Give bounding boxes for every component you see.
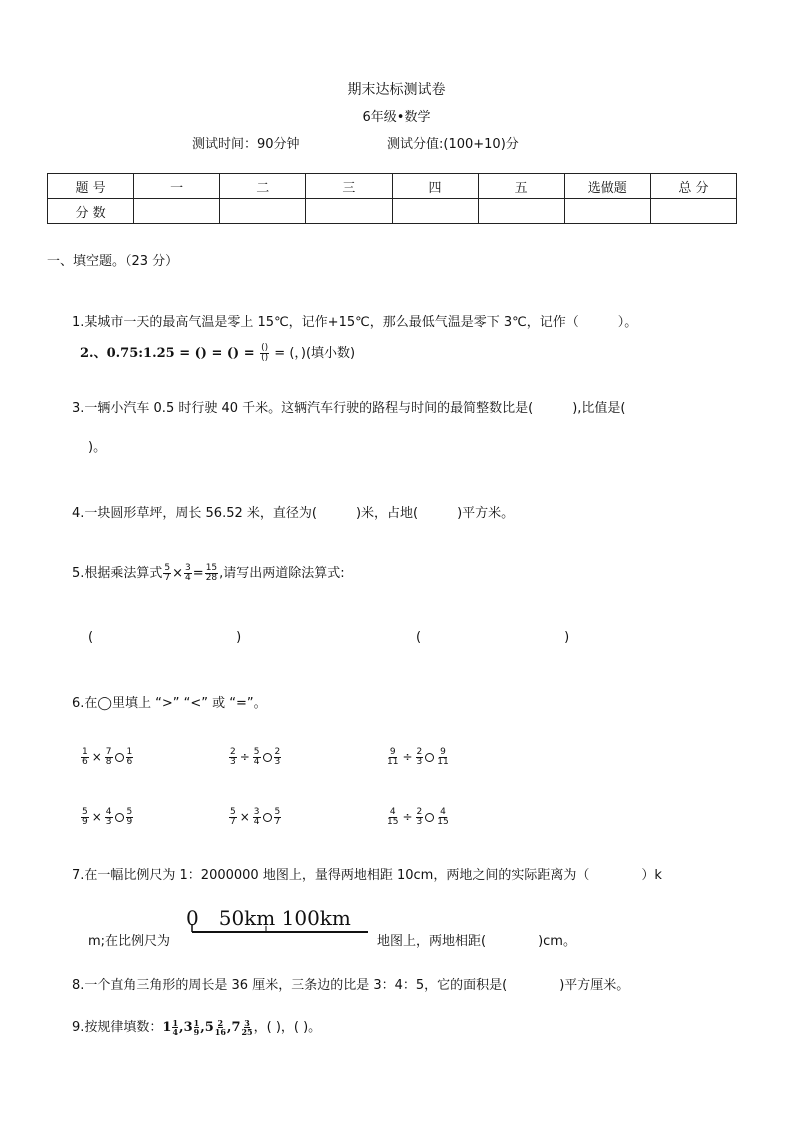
fraction-denominator: 15 <box>437 817 449 827</box>
table-cell: 分 数 <box>48 199 134 224</box>
fraction-numerator: 7 <box>105 747 112 757</box>
scale-bar <box>186 902 376 940</box>
compare-circle[interactable] <box>263 753 272 762</box>
mixed-number-fraction <box>172 1019 178 1036</box>
operator: ÷ <box>239 750 250 764</box>
mixed-number-fraction <box>194 1019 200 1036</box>
q5-suffix: ,请写出两道除法算式: <box>219 566 345 581</box>
comparison-item <box>228 748 282 767</box>
fraction-denominator: 3 <box>230 757 236 767</box>
table-cell: 选做题 <box>564 174 650 199</box>
fraction <box>274 748 282 767</box>
score-table <box>47 173 737 224</box>
q5-frac2 <box>184 564 192 583</box>
table-cell: 二 <box>220 174 306 199</box>
fraction-denominator: 11 <box>437 757 449 767</box>
q9-prefix: 9.按规律填数： <box>72 1020 163 1035</box>
fraction <box>253 748 261 767</box>
fraction-denominator: 4 <box>253 817 260 827</box>
mixed-number-fraction <box>241 1019 252 1036</box>
fraction <box>81 748 89 767</box>
fraction-denominator: 3 <box>416 817 423 827</box>
comparison-item <box>385 808 451 827</box>
fraction-denominator: 6 <box>82 757 88 767</box>
fraction <box>105 748 113 767</box>
fraction-denominator: 15 <box>387 817 399 827</box>
section-title: 一、填空题。（23 分） <box>47 254 179 269</box>
compare-circle[interactable] <box>425 753 434 762</box>
q9-sequence <box>162 1020 253 1035</box>
question-7-line1: 7.在一幅比例尺为 1：2000000 地图上，量得两地相距 10cm，两地之间的实际距离为（ ）k <box>72 868 662 883</box>
question-7-line2-suffix: 地图上，两地相距( )cm。 <box>377 934 576 949</box>
question-8: 8.一个直角三角形的周长是 36 厘米，三条边的比是 3：4：5，它的面积是( )平方厘米。 <box>72 978 630 993</box>
fraction <box>436 808 449 827</box>
operator: × <box>91 810 102 824</box>
table-cell: 一 <box>134 174 220 199</box>
q5-frac3-den: 28 <box>205 573 218 583</box>
q5-frac2-den: 4 <box>185 573 191 583</box>
score-input-cell[interactable] <box>392 199 478 224</box>
fraction-denominator: 9 <box>82 817 88 827</box>
q5-frac2-num: 3 <box>185 563 191 573</box>
table-cell: 五 <box>478 174 564 199</box>
scale-bar-label: 0 50km 100km <box>186 906 351 930</box>
fraction <box>274 808 282 827</box>
question-2 <box>80 342 355 363</box>
fraction-numerator: 3 <box>253 807 260 817</box>
q5-eq: = <box>192 566 204 581</box>
fraction-numerator: 2 <box>274 747 281 757</box>
separator: , <box>200 1020 205 1035</box>
fraction-numerator: 1 <box>82 747 88 757</box>
fraction-denominator: 8 <box>105 757 112 767</box>
test-score: 测试分值:(100+10)分 <box>387 137 519 152</box>
fraction <box>81 808 89 827</box>
fraction-denominator: 9 <box>193 1027 200 1037</box>
score-input-cell[interactable] <box>220 199 306 224</box>
comparison-item <box>385 748 451 767</box>
fraction-denominator: 4 <box>253 757 260 767</box>
comparison-item <box>228 808 282 827</box>
q5-frac1 <box>163 564 171 583</box>
question-5 <box>72 562 345 583</box>
fraction-numerator: 4 <box>389 807 396 817</box>
q5-answer-blank-right[interactable]: ( ) <box>416 630 570 645</box>
fraction <box>229 748 237 767</box>
fraction-denominator: 7 <box>274 817 281 827</box>
fraction-numerator: 5 <box>253 747 260 757</box>
q2-frac-den: () <box>261 353 269 363</box>
table-row <box>48 174 737 199</box>
fraction-numerator: 9 <box>389 747 396 757</box>
q5-prefix: 5.根据乘法算式 <box>72 566 163 581</box>
fraction-denominator: 11 <box>387 757 399 767</box>
mixed-number-whole: 7 <box>231 1020 241 1035</box>
compare-circle[interactable] <box>263 813 272 822</box>
fraction-numerator: 2 <box>416 807 423 817</box>
fraction-denominator: 25 <box>241 1027 253 1037</box>
table-cell: 四 <box>392 174 478 199</box>
operator: ÷ <box>402 750 413 764</box>
fraction-denominator: 9 <box>126 817 133 827</box>
mixed-number-fraction <box>215 1019 226 1036</box>
fraction-denominator: 7 <box>230 817 236 827</box>
separator: , <box>179 1020 184 1035</box>
fraction-numerator: 5 <box>274 807 281 817</box>
operator: ÷ <box>402 810 413 824</box>
fraction-denominator: 3 <box>105 817 112 827</box>
fraction <box>253 808 261 827</box>
compare-circle[interactable] <box>115 753 124 762</box>
q5-frac3 <box>205 564 218 583</box>
scale-bar-line <box>186 902 376 940</box>
fraction <box>105 808 113 827</box>
score-input-cell[interactable] <box>134 199 220 224</box>
question-3-line2: )。 <box>88 440 107 455</box>
fraction-numerator: 5 <box>82 807 88 817</box>
table-cell: 三 <box>306 174 392 199</box>
q5-frac3-num: 15 <box>205 563 218 573</box>
table-cell: 总 分 <box>650 174 736 199</box>
fraction-numerator: 1 <box>126 747 133 757</box>
table-cell: 题 号 <box>48 174 134 199</box>
fraction <box>386 748 399 767</box>
fraction-denominator: 3 <box>274 757 281 767</box>
test-time: 测试时间：90分钟 <box>192 137 300 152</box>
q5-answer-blank-left[interactable]: ( ) <box>88 630 242 645</box>
fraction-denominator: 16 <box>214 1027 226 1037</box>
fraction-numerator: 2 <box>217 1018 224 1028</box>
table-row <box>48 199 737 224</box>
score-input-cell[interactable] <box>478 199 564 224</box>
separator: , <box>226 1020 232 1035</box>
q2-prefix: 2.、0.75:1.25 = () = () = <box>80 346 260 361</box>
fraction-numerator: 3 <box>244 1018 250 1028</box>
fraction-numerator: 5 <box>126 807 133 817</box>
comparison-item <box>80 748 134 767</box>
q9-suffix: ，( )，( )。 <box>253 1020 322 1035</box>
question-6: 6.在◯里填上 “>” “<” 或 “=”。 <box>72 696 267 711</box>
fraction-numerator: 4 <box>440 807 446 817</box>
fraction <box>416 748 424 767</box>
exam-subtitle: 6年级•数学 <box>362 110 431 125</box>
fraction-numerator: 1 <box>193 1018 200 1028</box>
question-4: 4.一块圆形草坪，周长 56.52 米，直径为( )米，占地( )平方米。 <box>72 506 515 521</box>
fraction-denominator: 6 <box>126 757 133 767</box>
fraction-denominator: 4 <box>172 1027 179 1037</box>
question-1: 1.某城市一天的最高气温是零上 15℃，记作+15℃，那么最低气温是零下 3℃，记作（ ）。 <box>72 315 638 330</box>
q2-frac-num: () <box>261 343 269 353</box>
operator: × <box>239 810 250 824</box>
fraction-numerator: 5 <box>230 807 236 817</box>
fraction-numerator: 9 <box>440 747 446 757</box>
score-input-cell[interactable] <box>564 199 650 224</box>
compare-circle[interactable] <box>115 813 124 822</box>
fraction <box>126 808 134 827</box>
mixed-number-whole: 3 <box>183 1020 193 1035</box>
fraction <box>126 748 134 767</box>
mixed-number-whole: 1 <box>162 1020 172 1035</box>
fraction-numerator: 4 <box>105 807 112 817</box>
question-7-line2-prefix: m;在比例尺为 <box>88 934 171 949</box>
q5-frac1-num: 5 <box>164 563 171 573</box>
q2-fraction <box>260 344 269 363</box>
fraction-numerator: 2 <box>230 747 236 757</box>
fraction <box>416 808 424 827</box>
score-input-cell[interactable] <box>306 199 392 224</box>
fraction-numerator: 2 <box>416 747 423 757</box>
fraction-denominator: 3 <box>416 757 423 767</box>
fraction <box>436 748 449 767</box>
fraction <box>229 808 237 827</box>
question-3-line1: 3.一辆小汽车 0.5 时行驶 40 千米。这辆汽车行驶的路程与时间的最简整数比是( ),比值是( <box>72 401 626 416</box>
q2-suffix: = (，)(填小数) <box>270 346 356 361</box>
exam-title: 期末达标测试卷 <box>347 82 446 98</box>
compare-circle[interactable] <box>425 813 434 822</box>
q5-frac1-den: 7 <box>164 573 171 583</box>
operator: × <box>91 750 102 764</box>
fraction-numerator: 1 <box>172 1018 179 1028</box>
fraction <box>386 808 399 827</box>
score-input-cell[interactable] <box>650 199 736 224</box>
question-9 <box>72 1016 321 1036</box>
mixed-number-whole: 5 <box>204 1020 214 1035</box>
comparison-item <box>80 808 134 827</box>
q5-op: × <box>172 566 184 581</box>
